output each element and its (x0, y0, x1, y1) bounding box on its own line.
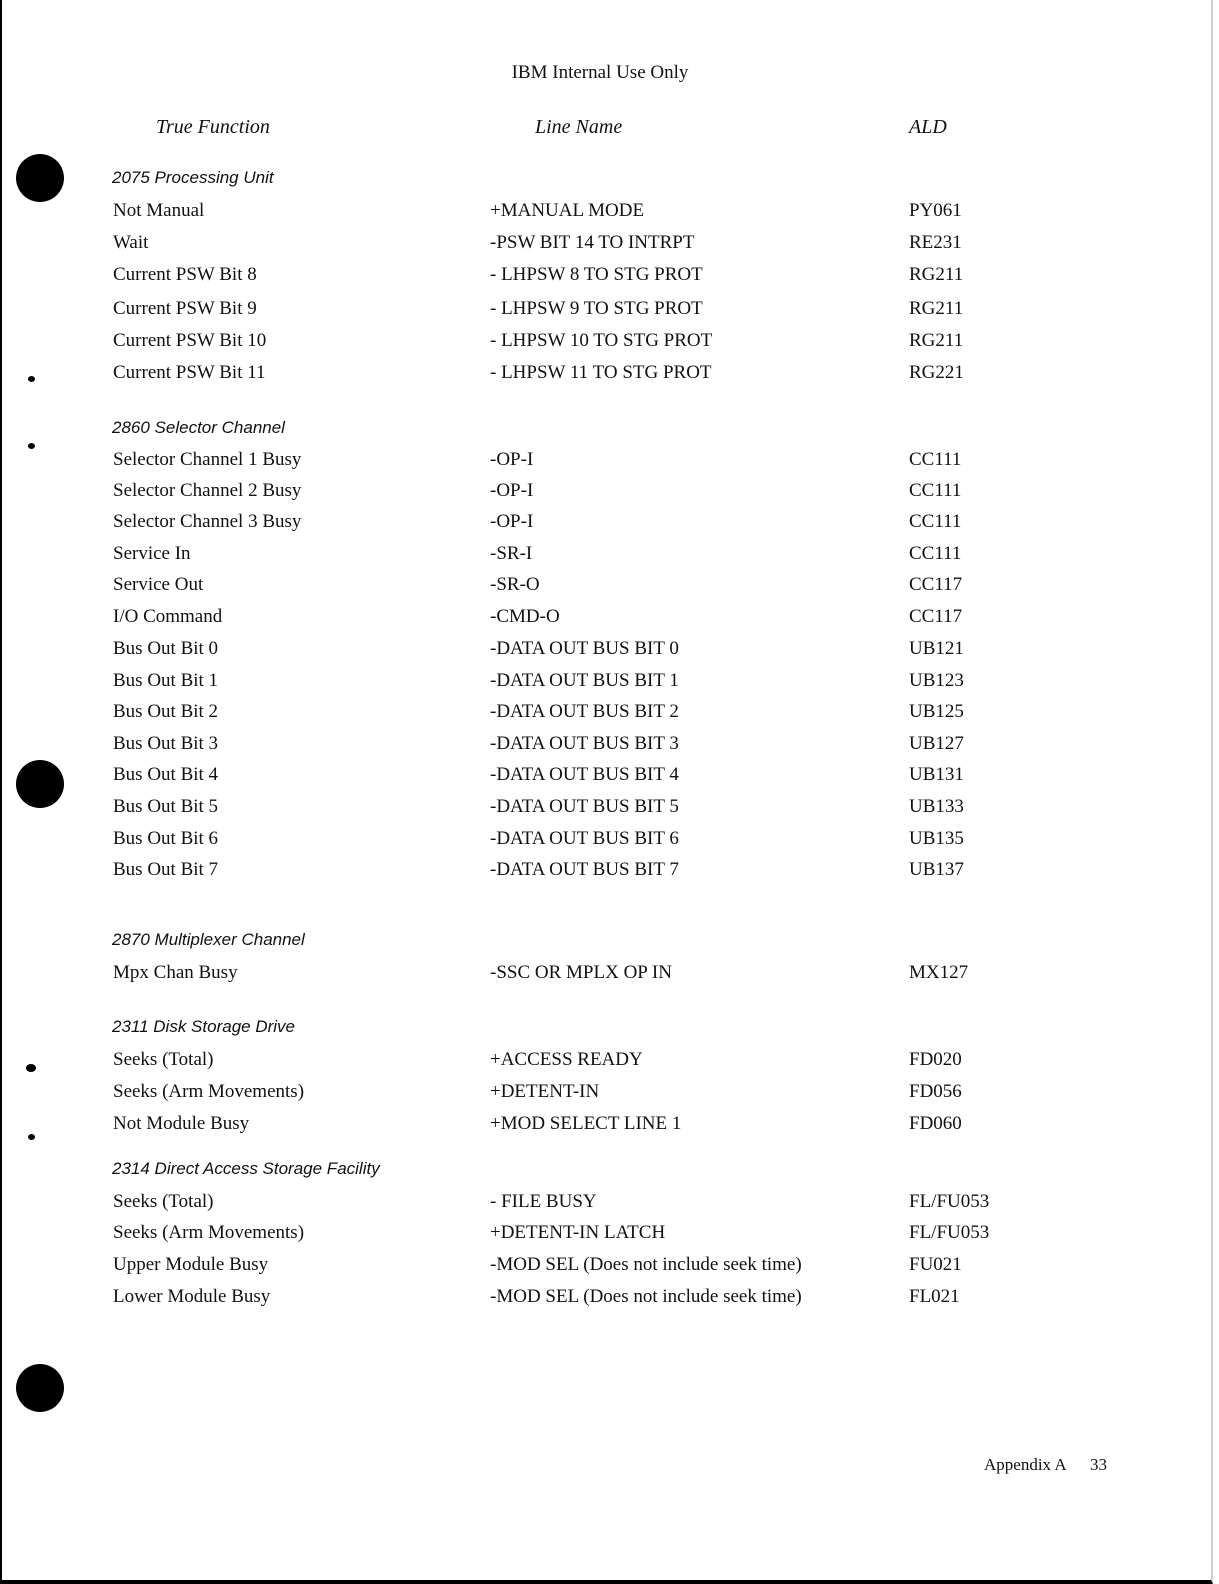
line-name-cell: - FILE BUSY (490, 1191, 597, 1212)
table-row (0, 232, 1200, 256)
true-function-cell: Current PSW Bit 10 (113, 330, 267, 351)
true-function-cell: Wait (113, 232, 149, 253)
table-row (0, 264, 1200, 288)
true-function-cell: Selector Channel 1 Busy (113, 449, 302, 470)
ald-cell: UB137 (909, 859, 964, 880)
ald-cell: PY061 (909, 200, 962, 221)
table-row (0, 449, 1200, 473)
appendix-label: Appendix A (984, 1455, 1066, 1474)
line-name-cell: - LHPSW 8 TO STG PROT (490, 264, 703, 285)
ald-cell: CC111 (909, 511, 962, 532)
line-name-cell: -DATA OUT BUS BIT 5 (490, 796, 679, 817)
true-function-cell: Current PSW Bit 8 (113, 264, 257, 285)
true-function-cell: Current PSW Bit 9 (113, 298, 257, 319)
table-row (0, 1222, 1200, 1246)
true-function-cell: Bus Out Bit 4 (113, 764, 219, 785)
true-function-cell: Bus Out Bit 3 (113, 733, 219, 754)
table-row (0, 480, 1200, 504)
line-name-cell: +ACCESS READY (490, 1049, 643, 1070)
ald-cell: UB125 (909, 701, 964, 722)
line-name-cell: +DETENT-IN (490, 1081, 600, 1102)
true-function-cell: Seeks (Arm Movements) (113, 1081, 305, 1102)
section-title: 2311 Disk Storage Drive (112, 1017, 295, 1036)
ald-cell: UB133 (909, 796, 964, 817)
line-name-cell: -DATA OUT BUS BIT 4 (490, 764, 679, 785)
true-function-cell: Seeks (Total) (113, 1191, 214, 1212)
column-header-ald: ALD (909, 116, 947, 138)
true-function-cell: Bus Out Bit 2 (113, 701, 219, 722)
table-row (0, 606, 1200, 630)
table-row (0, 733, 1200, 757)
table-row (0, 330, 1200, 354)
ald-cell: CC111 (909, 449, 962, 470)
table-row (0, 511, 1200, 535)
table-row (0, 362, 1200, 386)
ald-cell: FL/FU053 (909, 1191, 990, 1212)
ald-cell: RG221 (909, 362, 964, 383)
true-function-cell: Not Manual (113, 200, 205, 221)
table-row (0, 638, 1200, 662)
line-name-cell: -MOD SEL (Does not include seek time) (490, 1286, 802, 1307)
ald-cell: FU021 (909, 1254, 962, 1275)
line-name-cell: -DATA OUT BUS BIT 2 (490, 701, 679, 722)
ald-cell: UB121 (909, 638, 964, 659)
line-name-cell: -CMD-O (490, 606, 560, 627)
line-name-cell: -DATA OUT BUS BIT 1 (490, 670, 679, 691)
true-function-cell: Selector Channel 3 Busy (113, 511, 302, 532)
table-row (0, 1081, 1200, 1105)
ald-cell: FD056 (909, 1081, 962, 1102)
line-name-cell: -DATA OUT BUS BIT 6 (490, 828, 679, 849)
ald-cell: RG211 (909, 330, 964, 351)
line-name-cell: -SR-I (490, 543, 533, 564)
line-name-cell: - LHPSW 10 TO STG PROT (490, 330, 713, 351)
true-function-cell: Bus Out Bit 5 (113, 796, 219, 817)
line-name-cell: -DATA OUT BUS BIT 3 (490, 733, 679, 754)
section-title: 2860 Selector Channel (112, 418, 285, 437)
table-row (0, 1113, 1200, 1137)
table-row (0, 796, 1200, 820)
table-row (0, 828, 1200, 852)
page-header: IBM Internal Use Only (511, 62, 689, 83)
true-function-cell: Bus Out Bit 1 (113, 670, 219, 691)
true-function-cell: Selector Channel 2 Busy (113, 480, 302, 501)
ald-cell: RG211 (909, 264, 964, 285)
table-row (0, 1286, 1200, 1310)
ald-cell: CC117 (909, 574, 963, 595)
table-row (0, 298, 1200, 322)
true-function-cell: Mpx Chan Busy (113, 962, 238, 983)
line-name-cell: -OP-I (490, 511, 534, 532)
ald-cell: UB131 (909, 764, 964, 785)
line-name-cell: -DATA OUT BUS BIT 7 (490, 859, 679, 880)
line-name-cell: +MANUAL MODE (490, 200, 645, 221)
ald-cell: FD060 (909, 1113, 962, 1134)
true-function-cell: Bus Out Bit 0 (113, 638, 219, 659)
ald-cell: FD020 (909, 1049, 962, 1070)
section-title: 2870 Multiplexer Channel (112, 930, 305, 949)
ald-cell: CC111 (909, 543, 962, 564)
section-title: 2314 Direct Access Storage Facility (112, 1159, 380, 1178)
true-function-cell: Lower Module Busy (113, 1286, 271, 1307)
line-name-cell: -MOD SEL (Does not include seek time) (490, 1254, 802, 1275)
page-number: 33 (1089, 1455, 1107, 1474)
ald-cell: RE231 (909, 232, 962, 253)
line-name-cell: - LHPSW 11 TO STG PROT (490, 362, 712, 383)
true-function-cell: I/O Command (113, 606, 223, 627)
table-row (0, 670, 1200, 694)
true-function-cell: Upper Module Busy (113, 1254, 269, 1275)
line-name-cell: +DETENT-IN LATCH (490, 1222, 666, 1243)
true-function-cell: Not Module Busy (113, 1113, 250, 1134)
table-row (0, 701, 1200, 725)
ald-cell: CC117 (909, 606, 963, 627)
column-header-true-function: True Function (156, 116, 270, 138)
line-name-cell: -OP-I (490, 480, 534, 501)
table-row (0, 1191, 1200, 1215)
table-row (0, 764, 1200, 788)
true-function-cell: Service Out (113, 574, 204, 595)
true-function-cell: Seeks (Total) (113, 1049, 214, 1070)
binder-hole (16, 154, 64, 202)
line-name-cell: -DATA OUT BUS BIT 0 (490, 638, 679, 659)
page-footer (984, 1455, 1107, 1475)
section-title: 2075 Processing Unit (112, 168, 274, 187)
line-name-cell: +MOD SELECT LINE 1 (490, 1113, 682, 1134)
line-name-cell: - LHPSW 9 TO STG PROT (490, 298, 703, 319)
table-row (0, 962, 1200, 986)
ald-cell: CC111 (909, 480, 962, 501)
table-row (0, 543, 1200, 567)
table-row (0, 1049, 1200, 1073)
line-name-cell: -SR-O (490, 574, 540, 595)
ald-cell: UB127 (909, 733, 964, 754)
true-function-cell: Bus Out Bit 6 (113, 828, 219, 849)
table-row (0, 859, 1200, 883)
ald-cell: FL021 (909, 1286, 960, 1307)
line-name-cell: -OP-I (490, 449, 534, 470)
line-name-cell: -PSW BIT 14 TO INTRPT (490, 232, 695, 253)
line-name-cell: -SSC OR MPLX OP IN (490, 962, 672, 983)
true-function-cell: Current PSW Bit 11 (113, 362, 266, 383)
table-row (0, 574, 1200, 598)
true-function-cell: Service In (113, 543, 191, 564)
ald-cell: RG211 (909, 298, 964, 319)
ald-cell: UB135 (909, 828, 964, 849)
table-row (0, 200, 1200, 224)
ald-cell: MX127 (909, 962, 969, 983)
binder-hole (16, 1364, 64, 1412)
true-function-cell: Seeks (Arm Movements) (113, 1222, 305, 1243)
true-function-cell: Bus Out Bit 7 (113, 859, 219, 880)
ald-cell: UB123 (909, 670, 964, 691)
table-row (0, 1254, 1200, 1278)
column-header-line-name: Line Name (535, 116, 623, 138)
ald-cell: FL/FU053 (909, 1222, 990, 1243)
